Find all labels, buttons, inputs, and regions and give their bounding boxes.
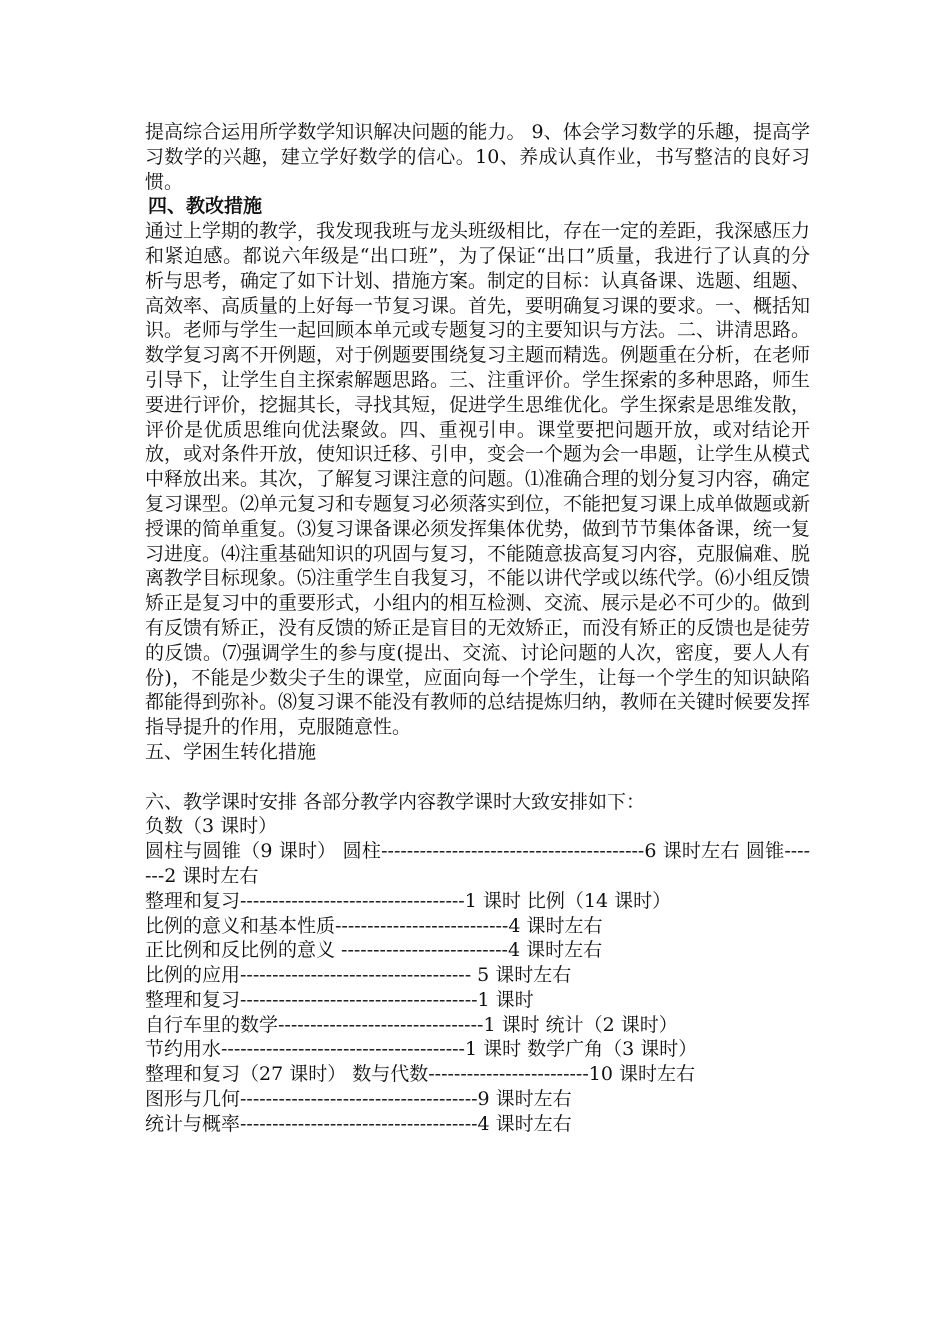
schedule-line: 正比例和反比例的意义 --------------------------4 课时左右	[145, 939, 603, 962]
intro-paragraph: 提高综合运用所学数学知识解决问题的能力。 9、体会学习数学的乐趣，提高学习数学的兴趣，建立学好数学的信心。10、养成认真作业，书写整洁的良好习惯。	[145, 121, 810, 193]
schedule-line: 图形与几何-------------------------------------9 课时左右	[145, 1088, 572, 1111]
schedule-line: 自行车里的数学--------------------------------1 课时 统计（2 课时）	[145, 1013, 678, 1036]
schedule-line: 负数（3 课时）	[145, 815, 278, 838]
section5-heading: 五、学困生转化措施	[145, 740, 317, 763]
schedule-line: 节约用水--------------------------------------1 课时 数学广角（3 课时）	[145, 1038, 698, 1061]
blank-line	[145, 765, 810, 790]
schedule-line: 圆柱与圆锥（9 课时） 圆柱-----------------------------------------6 课时左右 圆锥-------2 课时左右	[145, 840, 810, 887]
document-page	[145, 120, 810, 1137]
schedule-line: 整理和复习（27 课时） 数与代数-------------------------10 课时左右	[145, 1063, 695, 1086]
schedule-line: 整理和复习-------------------------------------1 课时	[145, 988, 534, 1011]
schedule-line: 整理和复习-----------------------------------1 课时 比例（14 课时）	[145, 889, 672, 912]
schedule-line: 比例的意义和基本性质---------------------------4 课时左右	[145, 914, 603, 937]
section4-heading: 四、教改措施	[148, 195, 263, 218]
section4-body: 通过上学期的教学，我发现我班与龙头班级相比，存在一定的差距，我深感压力和紧迫感。都说六年级是“出口班”，为了保证“出口”质量，我进行了认真的分析与思考，确定了如下计划、措施方案。制定的目标：认真备课、选题、组题、高效率、高质量的上好每一节复习课。首先，要明确复习课的要求。一、概括知识。老师与学生一起回顾本单元或专题复习的主要知识与方法。二、讲清思路。数学复习离不开例题，对于例题要围绕复习主题而精选。例题重在分析，在老师引导下，让学生自主探索解题思路。三、注重评价。学生探索的多种思路，师生要进行评价，挖掘其长，寻找其短，促进学生思维优化。学生探索是思维发散，评价是优质思维向优法聚敛。四、重视引申。课堂要把问题开放，或对结论开放，或对条件开放，使知识迁移、引申，变会一个题为会一串题，让学生从模式中释放出来。其次，了解复习课注意的问题。⑴准确合理的划分复习内容，确定复习课型。⑵单元复习和专题复习必须落实到位，不能把复习课上成单做题或新授课的简单重复。⑶复习课备课必须发挥集体优势，做到节节集体备课，统一复习进度。⑷注重基础知识的巩固与复习，不能随意拔高复习内容，克服偏难、脱离教学目标现象。⑸注重学生自我复习，不能以讲代学或以练代学。⑹小组反馈矫正是复习中的重要形式，小组内的相互检测、交流、展示是必不可少的。做到有反馈有矫正，没有反馈的矫正是盲目的无效矫正，而没有矫正的反馈也是徒劳的反馈。⑺强调学生的参与度(提出、交流、讨论问题的人次，密度，要人人有份)，不能是少数尖子生的课堂，应面向每一个学生，让每一个学生的知识缺陷都能得到弥补。⑻复习课不能没有教师的总结提炼归纳，教师在关键时候要发挥指导提升的作用，克服随意性。	[145, 220, 811, 739]
schedule-line: 比例的应用------------------------------------ 5 课时左右	[145, 964, 572, 987]
section6-heading: 六、教学课时安排 各部分教学内容教学课时大致安排如下：	[145, 790, 646, 813]
schedule-line: 统计与概率-------------------------------------4 课时左右	[145, 1112, 572, 1135]
